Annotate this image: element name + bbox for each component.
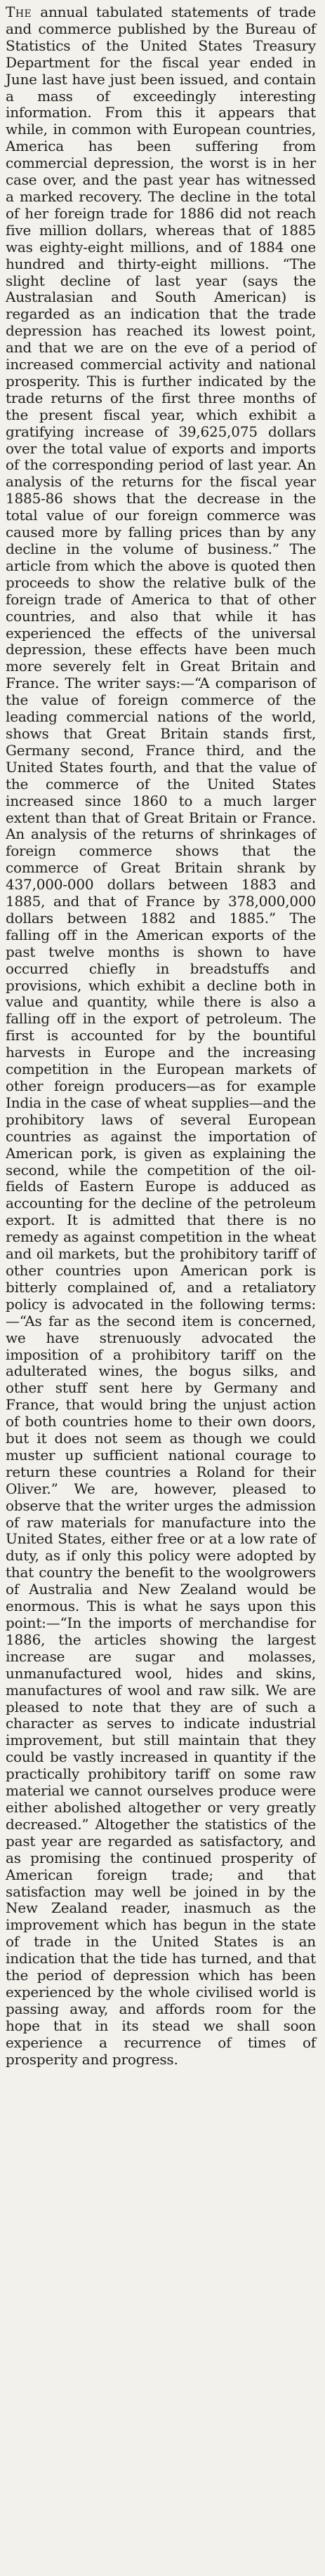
article-lead-word: The <box>6 4 32 20</box>
article-column <box>6 4 316 2068</box>
article-body-text: annual tabulated statements of trade and commerce published by the Bureau of Statistics of the United States Treasury Department for the fiscal year ended in June last have just been issued, and contain a mass of exceedingly interesting information. From this it appears that while, in common with European countries, America has been suffering from commercial depression, the worst is in her case over, and the past year has witnessed a marked recovery. The decline in the total of her foreign trade for 1886 did not reach five million dollars, whereas that of 1885 was eighty-eight millions, and of 1884 one hundred and thirty-eight millions. “The slight decline of last year (says the Australasian and South American) is regarded as an indication that the trade depression has reached its lowest point, and that we are on the eve of a period of increased commercial activity and national prosperity. This is further indicated by the trade returns of the first three months of the present fiscal year, which exhibit a gratifying increase of 39,625,075 dollars over the total value of exports and imports of the corresponding period of last year. An analysis of the returns for the fiscal year 1885-86 shows that the decrease in the total value of our foreign commerce was caused more by falling prices than by any decline in the volume of business.” The article from which the above is quoted then proceeds to show the relative bulk of the foreign trade of America to that of other countries, and also that while it has experienced the effects of the universal depression, these effects have been much more severely felt in Great Britain and France. The writer says:—“A comparison of the value of foreign commerce of the leading commercial nations of the world, shows that Great Britain stands first, Germany second, France third, and the United States fourth, and that the value of the commerce of the United States increased since 1860 to a much larger extent than that of Great Britain or France. An analysis of the returns of shrinkages of foreign commerce shows that the commerce of Great Britain shrank by 437,000-000 dollars between 1883 and 1885, and that of France by 378,000,000 dollars between 1882 and 1885.” The falling off in the American exports of the past twelve months is shown to have occurred chiefly in breadstuffs and provisions, which exhibit a decline both in value and quantity, while there is also a falling off in the export of petroleum. The first is accounted for by the bountiful harvests in Europe and the increasing competition in the European markets of other foreign producers—as for example India in the case of wheat supplies—and the prohibitory laws of several European countries as against the importation of American pork, is given as explaining the second, while the competition of the oil-fields of Eastern Europe is adduced as accounting for the decline of the petroleum export. It is admitted that there is no remedy as against competition in the wheat and oil markets, but the prohibitory tariff of other countries upon American pork is bitterly complained of, and a retaliatory policy is advocated in the following terms:—“As far as the second item is concerned, we have strenuously advocated the imposition of a prohibitory tariff on the adulterated wines, the bogus silks, and other stuff sent here by Germany and France, that would bring the unjust action of both countries home to their own doors, but it does not seem as though we could muster up sufficient national courage to return these countries a Roland for their Oliver.” We are, however, pleased to observe that the writer urges the admission of raw materials for manufacture into the United States, either free or at a low rate of duty, as if only this policy were adopted by that country the benefit to the woolgrowers of Australia and New Zealand would be enormous. This is what he says upon this point:—“In the imports of merchandise for 1886, the articles showing the largest increase are sugar and molasses, unmanufactured wool, hides and skins, manufactures of wool and raw silk. We are pleased to note that they are of such a character as serves to indicate industrial improvement, but still maintain that they could be vastly increased in quantity if the practically prohibitory tariff on some raw material we cannot ourselves produce were either abolished altogether or very greatly decreased.” Altogether the statistics of the past year are regarded as satisfactory, and as promising the continued prosperity of American foreign trade; and that satisfaction may well be joined in by the New Zealand reader, inasmuch as the improvement which has begun in the state of trade in the United States is an indication that the tide has turned, and that the period of depression which has been experienced by the whole civilised world is passing away, and affords room for the hope that in its stead we shall soon experience a recurrence of times of prosperity and progress. <box>6 4 316 2068</box>
article-paragraph <box>6 4 316 2068</box>
